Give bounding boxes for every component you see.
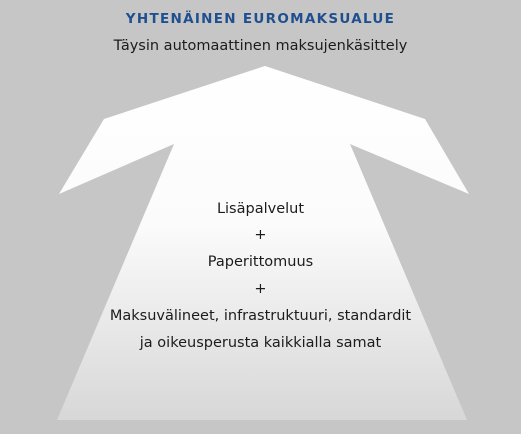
arrow-text-additional-services: Lisäpalvelut: [216, 201, 305, 217]
arrow-plus-sign-2: +: [254, 281, 267, 297]
arrow-text-instruments: Maksuvälineet, infrastruktuuri, standardit: [109, 308, 412, 324]
arrow-text-legal-basis: ja oikeusperusta kaikkialla samat: [139, 335, 382, 351]
arrow-plus-sign-1: +: [254, 227, 267, 243]
arrow-text-paperless: Paperittomuus: [207, 254, 314, 270]
diagram-title: YHTENÄINEN EUROMAKSUALUE: [125, 11, 396, 27]
diagram-subtitle: Täysin automaattinen maksujenkäsittely: [113, 38, 408, 54]
